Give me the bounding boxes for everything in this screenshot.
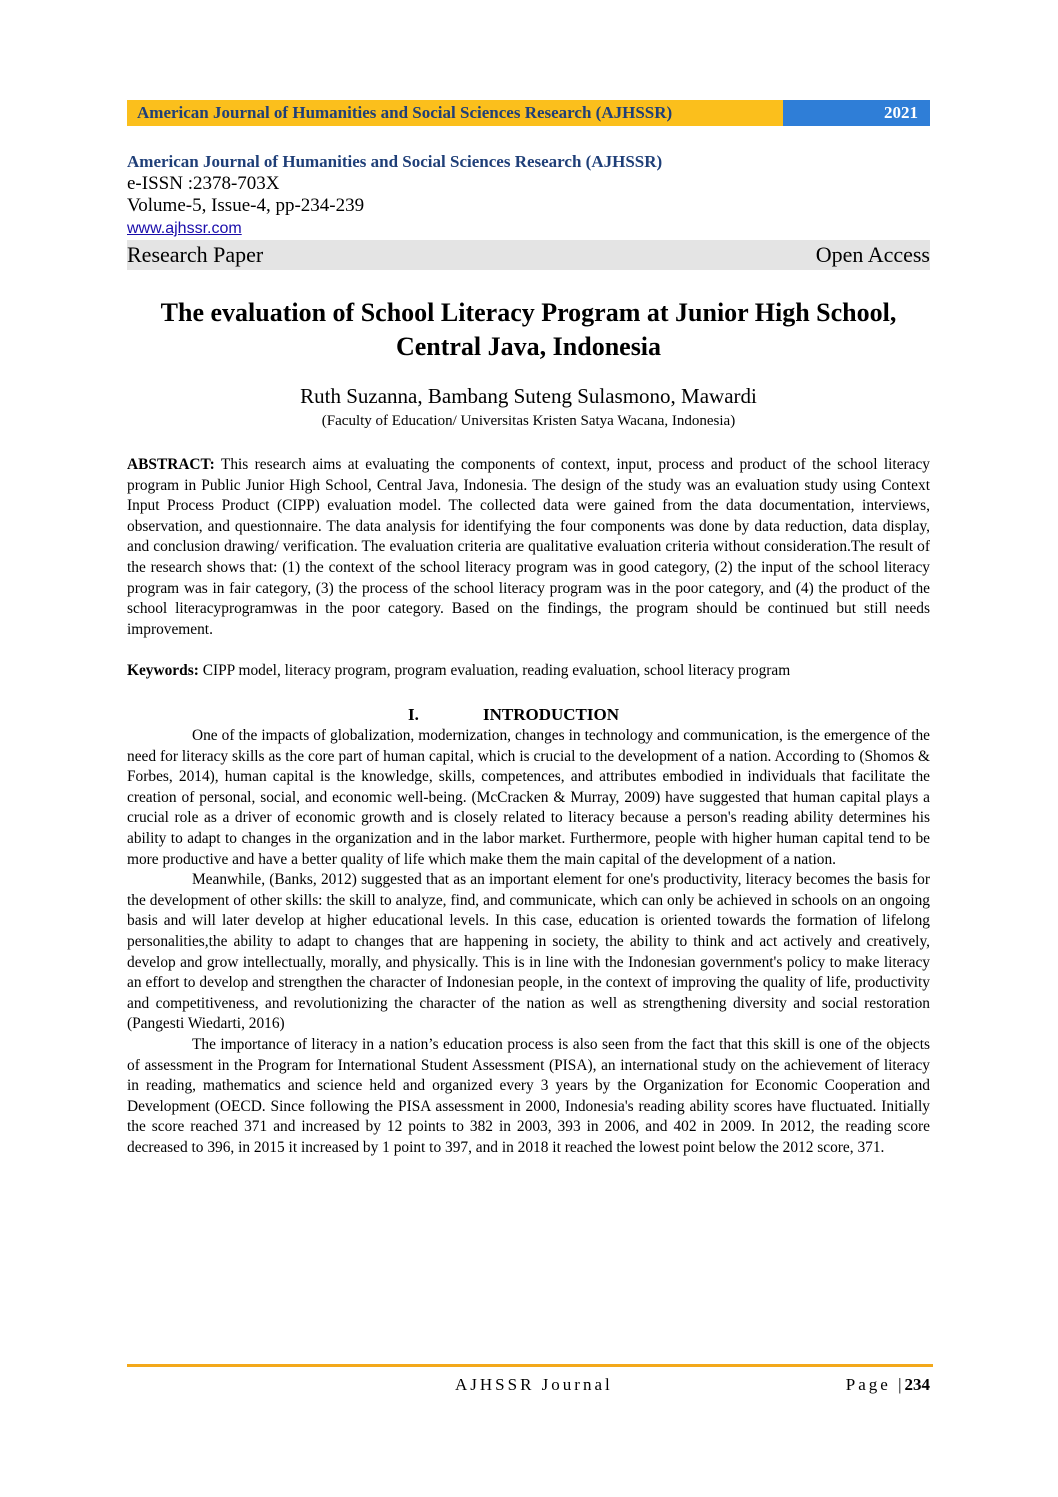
open-access-label: Open Access — [815, 242, 930, 267]
running-header — [127, 100, 930, 126]
section-title: INTRODUCTION — [483, 705, 620, 724]
keywords-label: Keywords: — [127, 662, 199, 679]
page-number-value: 234 — [904, 1375, 930, 1394]
page-number — [846, 1375, 930, 1395]
authors: Ruth Suzanna, Bambang Suteng Sulasmono, Mawardi — [300, 384, 757, 408]
paragraph: Meanwhile, (Banks, 2012) suggested that as an important element for one's productivity, literacy becomes the basis for the development of other skills: the skill to analyze, find, and communicate, which can only be achieved in schools on an ongoing basis and will later develop at higher educational levels. In this case, education is oriented towards the formation of lifelong personalities,the ability to adapt to changes that are happening in society, the ability to think and act actively and creatively, develop and grow intellectually, morally, and physically. This is in line with the Indonesian government's policy to make literacy an effort to develop and strengthen the character of Indonesian people, in the context of improving the quality of life, productivity and competitiveness, and revolutionizing the character of the nation as well as strengthening diversity and social restoration (Pangesti Wiedarti, 2016) — [127, 871, 930, 1033]
abstract-label: ABSTRACT: — [127, 456, 215, 473]
abstract — [127, 455, 930, 640]
introduction-body — [127, 726, 930, 1158]
header-journal-name: American Journal of Humanities and Social Sciences Research (AJHSSR) — [127, 100, 783, 126]
page-label: Page | — [845, 1375, 905, 1394]
website-link[interactable]: www.ajhssr.com — [127, 220, 242, 237]
affiliation: (Faculty of Education/ Universitas Kristen Satya Wacana, Indonesia) — [321, 413, 736, 429]
journal-meta — [127, 151, 930, 270]
paper-type: Research Paper — [127, 242, 264, 267]
section-number: I. — [408, 705, 419, 724]
meta-journal-name: American Journal of Humanities and Social Sciences Research (AJHSSR) — [127, 152, 663, 171]
footer-divider — [127, 1364, 933, 1367]
keywords-text: CIPP model, literacy program, program evaluation, reading evaluation, school literacy program — [202, 662, 791, 679]
paper-title: The evaluation of School Literacy Program at Junior High School, Central Java, Indonesia — [160, 298, 897, 361]
paper-type-bar — [127, 240, 930, 270]
paragraph: The importance of literacy in a nation’s education process is also seen from the fact that this skill is one of the objects of assessment in the Program for International Student Assessment (PISA), an international study on the achievement of literacy in reading, mathematics and science held and organized every 3 years by the Organization for Economic Cooperation and Development (OECD. Since following the PISA assessment in 2000, Indonesia's reading ability scores have fluctuated. Initially the score reached 371 and increased by 12 points to 382 in 2003, 393 in 2006, and 402 in 2009. In 2012, the reading score decreased to 396, in 2015 it increased by 1 point to 397, and in 2018 it reached the lowest point below the 2012 score, 371. — [127, 1035, 930, 1156]
issn: e-ISSN :2378-703X — [127, 173, 280, 194]
header-year: 2021 — [783, 100, 930, 126]
footer-journal: AJHSSR Journal — [455, 1375, 613, 1394]
volume-issue: Volume-5, Issue-4, pp-234-239 — [127, 195, 365, 216]
abstract-text: This research aims at evaluating the components of context, input, process and product of the school literacy program in Public Junior High School, Central Java, Indonesia. The design of the study was an evaluation study using Context Input Process Product (CIPP) evaluation model. The collected data were gained from the data documentation, interviews, observation, and questionnaire. The data analysis for identifying the four components was done by data reduction, data display, and conclusion drawing/ verification. The evaluation criteria are qualitative evaluation criteria without consideration.The result of the research shows that: (1) the context of the school literacy program was in good category, (2) the input of the school literacy program was in fair category, (3) the process of the school literacy program was in the poor category, and (4) the product of the school literacyprogramwas in the poor category. Based on the findings, the program should be continued but still needs improvement. — [127, 456, 931, 638]
paragraph: One of the impacts of globalization, modernization, changes in technology and communication, is the emergence of the need for literacy skills as the core part of human capital, which is crucial to the development of a nation. According to (Shomos & Forbes, 2014), human capital is the knowledge, skills, competences, and attributes embodied in individuals that facilitate the creation of personal, social, and economic well-being. (McCracken & Murray, 2009) have suggested that human capital plays a crucial role as a driver of economic growth and is closely related to literacy because a person's reading ability determines his ability to adapt to changes in the organization and in the labor market. Furthermore, people with higher human capital tend to be more productive and have a better quality of life which make them the main capital of the development of a nation. — [127, 727, 930, 868]
keywords — [127, 661, 930, 681]
